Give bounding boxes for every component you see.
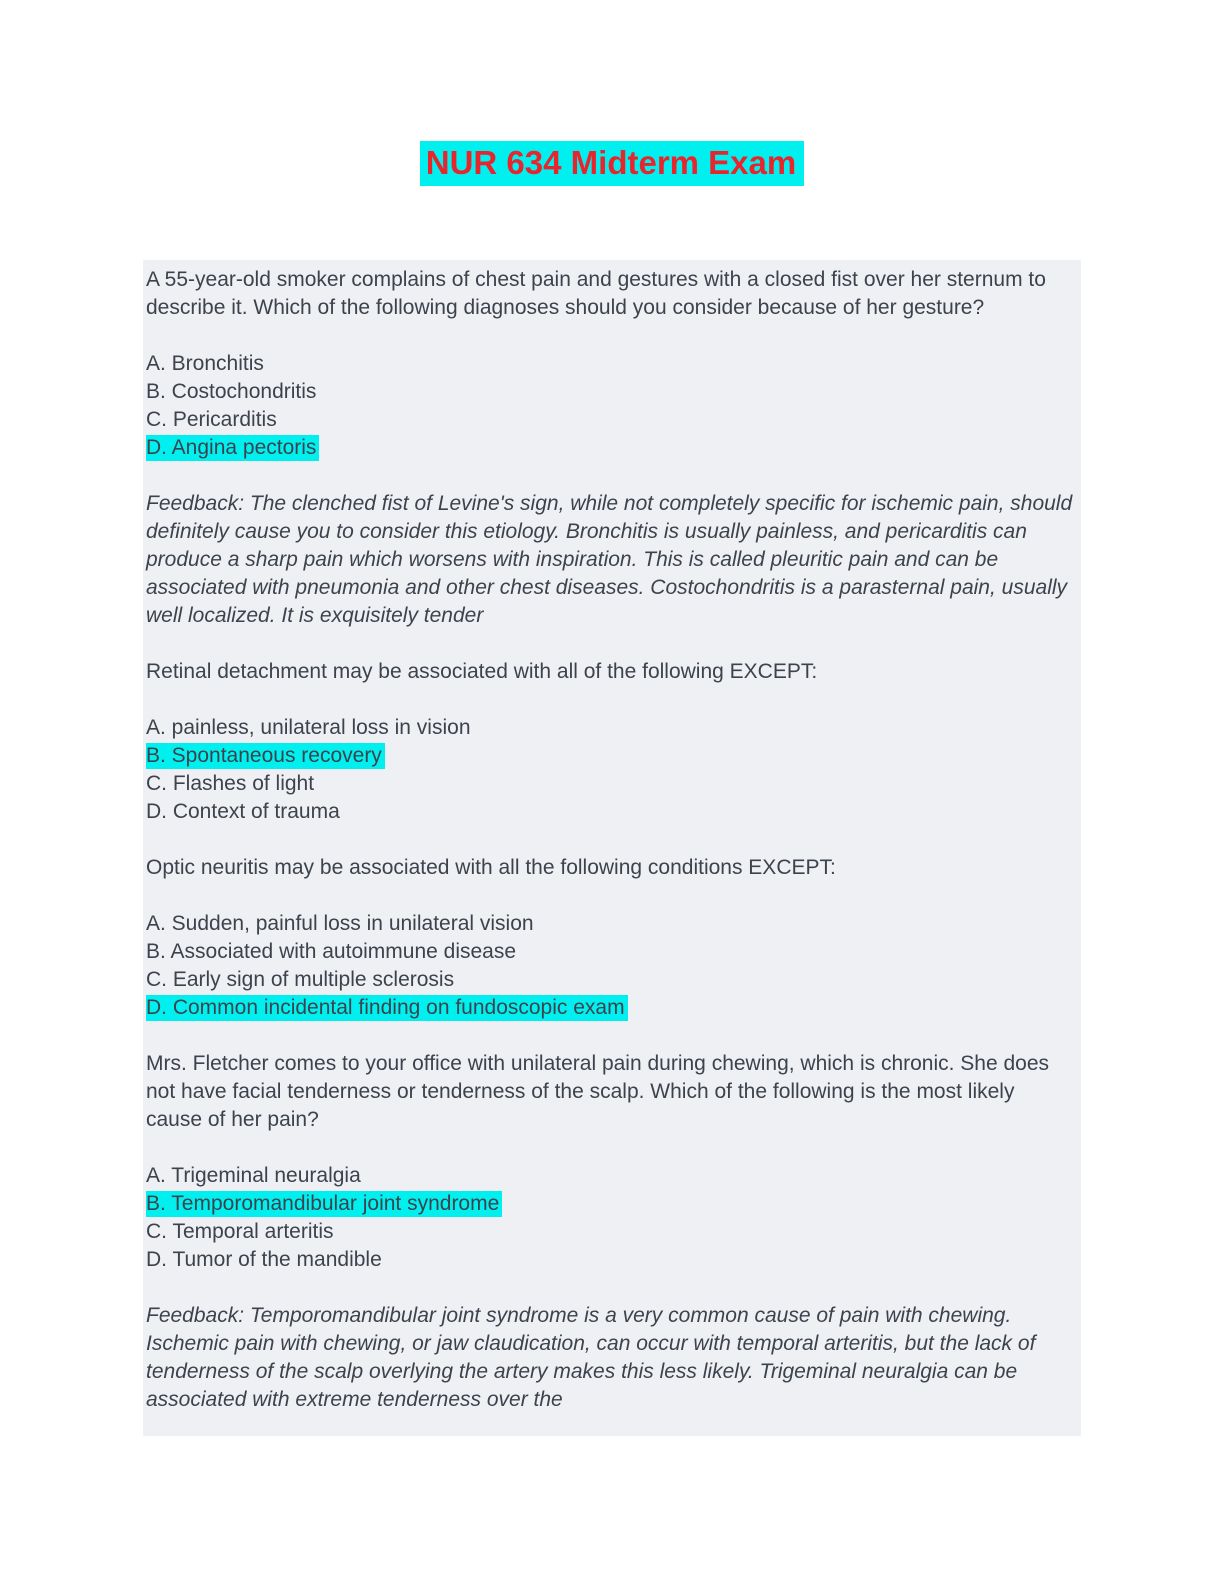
exam-content: [143, 260, 1081, 1436]
answer-option-text: C. Early sign of multiple sclerosis: [146, 968, 455, 991]
answer-option: [146, 1190, 1075, 1218]
answer-option: [146, 966, 1075, 994]
answer-option: [146, 770, 1075, 798]
document-title: [0, 140, 1224, 186]
answer-option: [146, 910, 1075, 938]
answer-option: [146, 938, 1075, 966]
question-3-options: [146, 910, 1075, 1022]
question-2-options: [146, 714, 1075, 826]
question-3-prompt: Optic neuritis may be associated with all the following conditions EXCEPT:: [146, 856, 836, 879]
answer-option-text: D. Angina pectoris: [146, 435, 319, 461]
question-1-feedback: Feedback: The clenched fist of Levine's sign, while not completely specific for ischemic pain, should definitely cause you to consider this etiology. Bronchitis is usually painless, and pericarditis can produce a sharp pain which worsens with inspiration. This is called pleuritic pain and can be associated with pneumonia and other chest diseases. Costochondritis is a parasternal pain, usually well localized. It is exquisitely tender: [146, 492, 1073, 627]
answer-option-text: D. Common incidental finding on fundoscopic exam: [146, 995, 628, 1021]
question-1-options: [146, 350, 1075, 462]
answer-option: [146, 798, 1075, 826]
answer-option-text: A. Sudden, painful loss in unilateral vision: [146, 912, 534, 935]
answer-option: [146, 406, 1075, 434]
answer-option-text: C. Flashes of light: [146, 772, 315, 795]
answer-option: [146, 714, 1075, 742]
answer-option-text: A. Bronchitis: [146, 352, 264, 375]
document-title-text: NUR 634 Midterm Exam: [420, 141, 804, 186]
answer-option-text: B. Associated with autoimmune disease: [146, 940, 517, 963]
question-4-feedback: Feedback: Temporomandibular joint syndrome is a very common cause of pain with chewing. Ischemic pain with chewing, or jaw claudication, can occur with temporal arteritis, but the lack of tenderness of the scalp overlying the artery makes this less likely. Trigeminal neuralgia can be associated with extreme tenderness over the: [146, 1304, 1036, 1411]
answer-option: [146, 378, 1075, 406]
question-1-prompt: A 55-year-old smoker complains of chest pain and gestures with a closed fist over her sternum to describe it. Which of the following diagnoses should you consider because of her gesture?: [146, 268, 1046, 319]
answer-option-text: B. Temporomandibular joint syndrome: [146, 1191, 502, 1217]
question-2-prompt: Retinal detachment may be associated with all of the following EXCEPT:: [146, 660, 818, 683]
answer-option-text: D. Tumor of the mandible: [146, 1248, 382, 1271]
answer-option: [146, 350, 1075, 378]
answer-option-text: A. Trigeminal neuralgia: [146, 1164, 361, 1187]
answer-option-text: A. painless, unilateral loss in vision: [146, 716, 471, 739]
answer-option-text: C. Temporal arteritis: [146, 1220, 334, 1243]
question-4-prompt: Mrs. Fletcher comes to your office with unilateral pain during chewing, which is chronic. She does not have facial tenderness or tenderness of the scalp. Which of the following is the most likely cause of her pain?: [146, 1052, 1050, 1131]
answer-option: [146, 1162, 1075, 1190]
answer-option: [146, 1218, 1075, 1246]
answer-option: [146, 994, 1075, 1022]
answer-option: [146, 434, 1075, 462]
question-4-options: [146, 1162, 1075, 1274]
answer-option: [146, 1246, 1075, 1274]
answer-option-text: C. Pericarditis: [146, 408, 277, 431]
answer-option-text: B. Spontaneous recovery: [146, 743, 385, 769]
answer-option-text: D. Context of trauma: [146, 800, 340, 823]
answer-option: [146, 742, 1075, 770]
answer-option-text: B. Costochondritis: [146, 380, 317, 403]
